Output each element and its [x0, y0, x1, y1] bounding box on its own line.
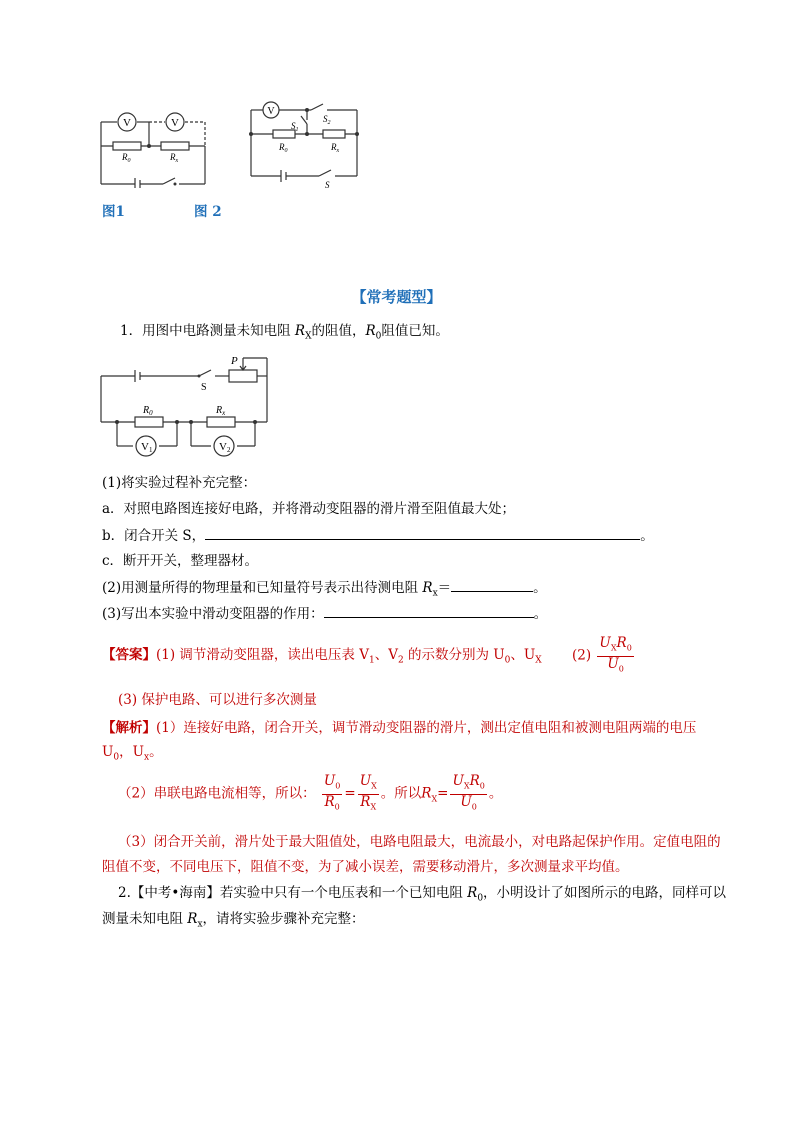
q1-rx-label: $R_x$ — [216, 405, 226, 417]
q1-step-b-blank[interactable] — [205, 525, 640, 540]
question-2-line-1: 2.【中考•海南】若实验中只有一个电压表和一个已知电阻 $R_0$，小明设计了如图所示的电路，同样可以 — [118, 885, 727, 904]
q1-v2-label: V2 — [219, 441, 231, 454]
q1-step-a: a．对照电路图连接好电路，并将滑动变阻器的滑片滑至阻值最大处； — [102, 501, 516, 517]
fig1-rx-label: $R_x$ — [170, 152, 179, 164]
analysis-p1: 【解析】(1）连接好电路，闭合开关，调节滑动变阻器的滑片，测出定值电阻和被测电阻两端的电压 — [102, 720, 697, 736]
fig2-voltmeter-label: V — [267, 106, 275, 117]
q1-part-1: (1)将实验过程补充完整： — [102, 475, 257, 491]
figure-1-caption: 图1 — [102, 204, 125, 220]
analysis-p3: （3）闭合开关前，滑片处于最大阻值处，电路电阻最大，电流最小，对电路起保护作用。定值电阻的 — [118, 834, 721, 850]
answer-fraction: $\frac{U_XR_0}{U_0}$ — [599, 635, 632, 674]
answer-part-3: (3) 保护电路、可以进行多次测量 — [118, 692, 317, 708]
question-1-stem: 1．用图中电路测量未知电阻 $R_X$的阻值，$R_0$阻值已知。 — [120, 323, 449, 342]
fig2-s2-label: $S_2$ — [323, 114, 331, 126]
q1-part-2: (2)用测量所得的物理量和已知量符号表示出待测电阻 $R_x=$ 。 — [102, 577, 547, 604]
figure-1-circuit — [95, 108, 215, 188]
q1-part-3: (3)写出本实验中滑动变阻器的作用： 。 — [102, 603, 547, 624]
q1-v1-label: V1 — [141, 441, 153, 454]
section-title: 【常考题型】 — [351, 288, 442, 306]
analysis-p3-cont: 阻值不变，不同电压下，阻值不变，为了减小误差，需要移动滑片，多次测量求平均值。 — [102, 859, 629, 875]
analysis-p2: （2）串联电路电流相等，所以： $\frac{U_0}{R_0}$ = $\frac{U_X}{R_X}$ 。所以$R_X=$ $\frac{U_XR_0}{U_0}$ 。 — [118, 773, 503, 812]
question-1-circuit — [95, 350, 275, 460]
figure-2-circuit — [245, 100, 365, 190]
fig1-voltmeter-label: V — [123, 117, 131, 129]
fig2-s1-label: $S_1$ — [291, 121, 299, 133]
q1-r0-label: $R_0$ — [143, 405, 153, 417]
fig2-r0-label: $R_0$ — [279, 142, 288, 154]
q1-step-b: b．闭合开关 S， 。 — [102, 525, 654, 546]
fig2-s-label: S — [325, 180, 330, 190]
q1-part-3-blank[interactable] — [324, 603, 534, 618]
q1-step-c: c．断开开关，整理器材。 — [102, 553, 259, 569]
answer-part-2: (2) $\frac{U_XR_0}{U_0}$ — [572, 636, 636, 676]
q1-s-label: S — [201, 382, 207, 393]
q1-part-2-blank[interactable] — [451, 577, 533, 592]
question-2-line-2: 测量未知电阻 $R_x$，请将实验步骤补充完整： — [102, 911, 365, 930]
fig1-voltmeter-label: V — [171, 117, 179, 129]
fig1-r0-label: $R_0$ — [122, 152, 131, 164]
answer-line-1: 【答案】(1) 调节滑动变阻器，读出电压表 $V_1$、$V_2$ 的示数分别为 $U_0$、$U_X$ — [102, 647, 542, 666]
fig2-rx-label: $R_x$ — [331, 142, 340, 154]
figure-2-caption: 图 2 — [194, 204, 222, 220]
q1-p-label: P — [231, 355, 238, 367]
analysis-p1-cont: $U_0$，$U_x$。 — [102, 744, 163, 763]
